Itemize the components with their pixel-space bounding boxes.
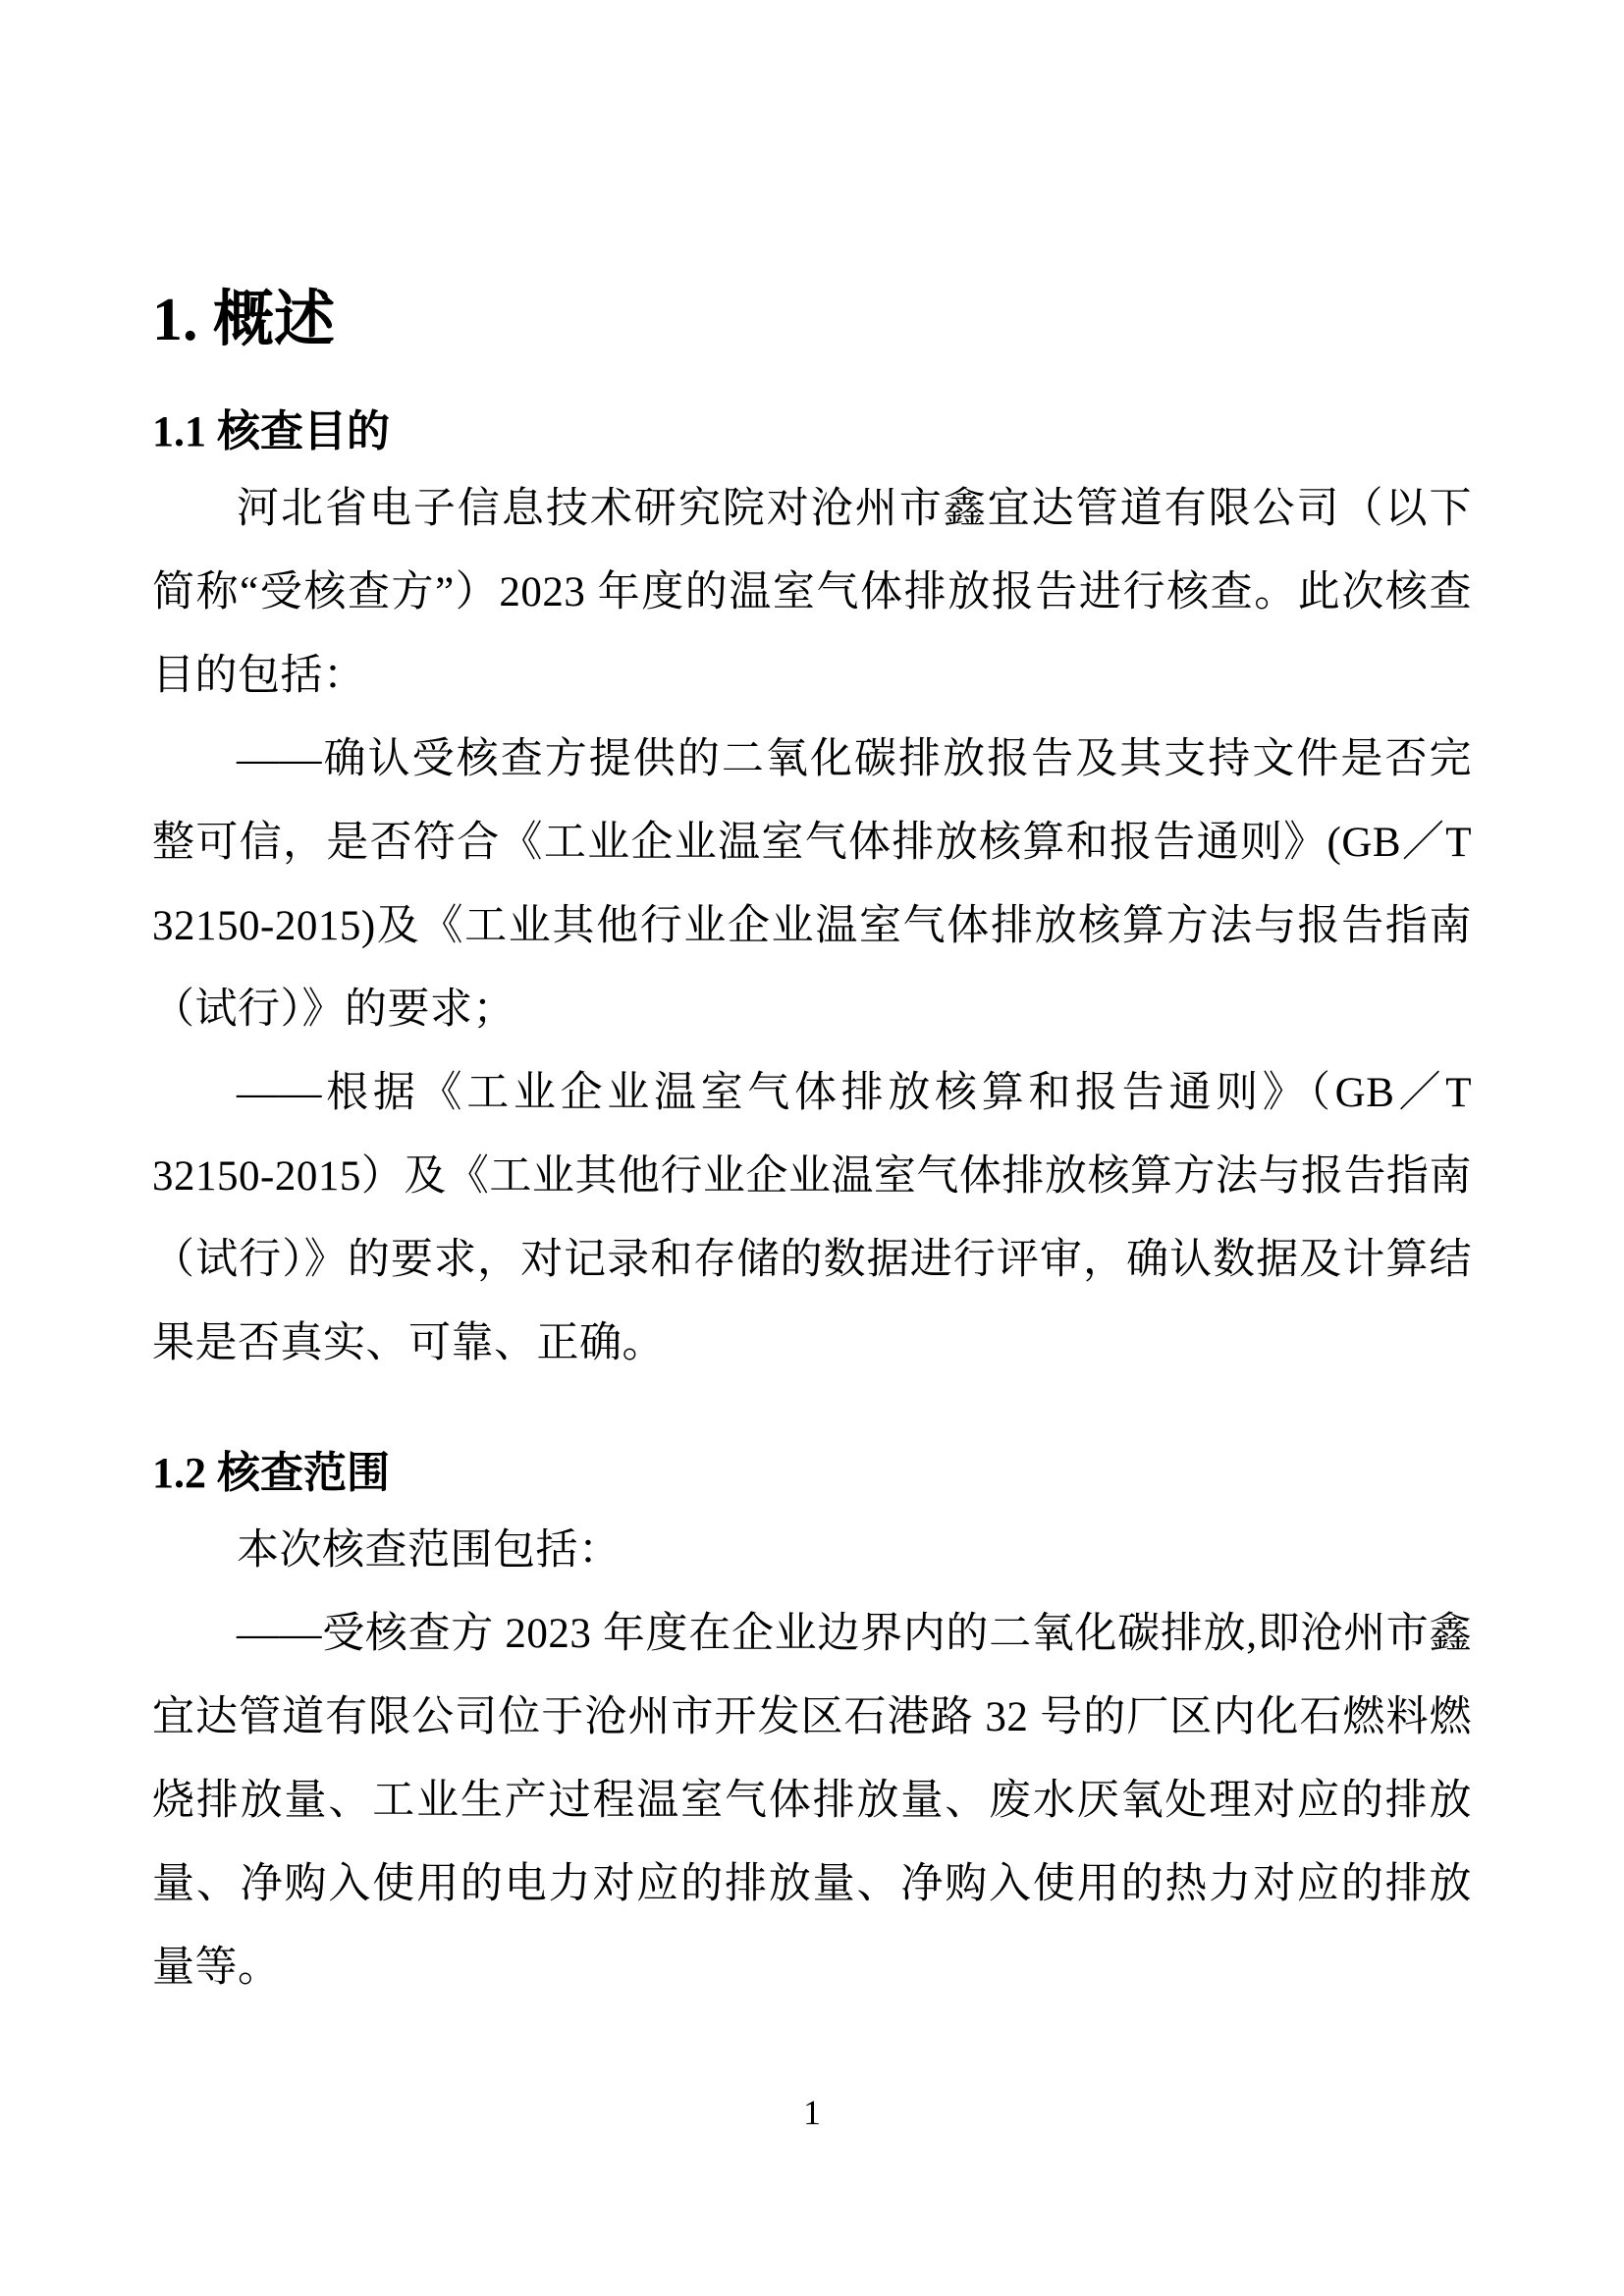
chapter-title: 1. 概述 — [152, 287, 336, 353]
section-heading-verification-purpose: 1.1 核查目的 — [152, 407, 390, 455]
paragraph-scope-item-1: ——受核查方 2023 年度在企业边界内的二氧化碳排放,即沧州市鑫宜达管道有限公司位于沧州市开发区石港路 32 号的厂区内化石燃料燃烧排放量、工业生产过程温室气体排放量、废水厌氧处理对应的排放量、净购入使用的电力对应的排放量、净购入使用的热力对应的排放量等。 — [152, 1611, 1472, 1991]
page-footer — [0, 2091, 1624, 2134]
section-heading-verification-scope: 1.2 核查范围 — [152, 1449, 390, 1497]
paragraph-purpose-item-1: ——确认受核查方提供的二氧化碳排放报告及其支持文件是否完整可信，是否符合《工业企业温室气体排放核算和报告通则》(GB／T 32150-2015)及《工业其他行业企业温室气体排放核算方法与报告指南（试行）》的要求； — [152, 736, 1472, 1033]
paragraph-purpose-item-2: ——根据《工业企业温室气体排放核算和报告通则》（GB／T 32150-2015）及《工业其他行业企业温室气体排放核算方法与报告指南（试行）》的要求，对记录和存储的数据进行评审，确认数据及计算结果是否真实、可靠、正确。 — [152, 1070, 1472, 1366]
paragraph-purpose-intro: 河北省电子信息技术研究院对沧州市鑫宜达管道有限公司（以下简称“受核查方”）2023 年度的温室气体排放报告进行核查。此次核查目的包括： — [152, 486, 1472, 699]
paragraph-scope-intro: 本次核查范围包括： — [237, 1527, 622, 1574]
page-number: 1 — [803, 2093, 821, 2132]
